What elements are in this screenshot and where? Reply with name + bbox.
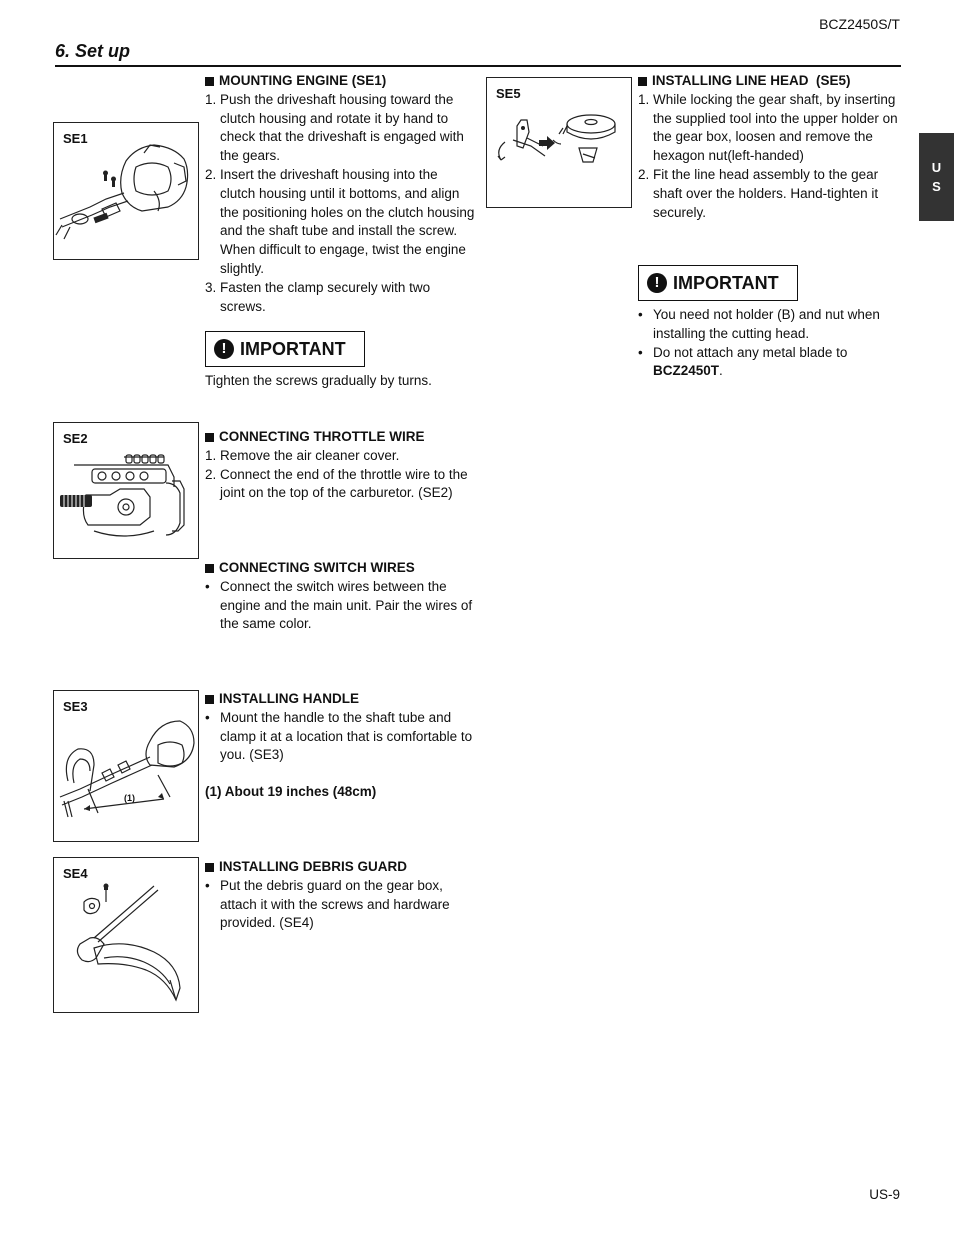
figure-se3 <box>53 690 199 842</box>
figure-label: SE5 <box>496 86 521 101</box>
square-bullet-icon <box>205 564 214 573</box>
list-item <box>205 466 475 504</box>
step-text: While locking the gear shaft, by inserting the supplied tool into the upper holder on the gear box, loosen and remove the hexagon nut(left-handed) <box>653 91 898 164</box>
section-heading <box>205 858 475 877</box>
square-bullet-icon <box>205 433 214 442</box>
step-text: Insert the driveshaft housing into the clutch housing until it bottoms, and align the positioning holes on the clutch housing and the shaft tube and install the screw. When difficult to engage, twist the engine slightly. <box>220 166 475 276</box>
language-tab <box>919 133 954 221</box>
figure-label: SE1 <box>63 131 88 146</box>
important-box <box>638 265 798 301</box>
figure-label: SE2 <box>63 431 88 446</box>
list-item <box>205 166 475 279</box>
list-item <box>638 306 900 344</box>
important-label: IMPORTANT <box>240 338 346 359</box>
language-tab-letter: U <box>931 160 942 175</box>
figure-label: SE3 <box>63 699 88 714</box>
item-text: Connect the switch wires between the engine and the main unit. Pair the wires of the same color. <box>220 578 473 632</box>
throttle-wire-section <box>205 428 475 503</box>
callout-label: (1) <box>124 793 135 803</box>
figure-label: SE4 <box>63 866 88 881</box>
handle-section <box>205 690 475 765</box>
heading-text: INSTALLING LINE HEAD (SE5) <box>652 73 851 88</box>
list-item <box>205 877 475 933</box>
square-bullet-icon <box>205 695 214 704</box>
figure-se2 <box>53 422 199 559</box>
item-text: Mount the handle to the shaft tube and clamp it at a location that is comfortable to you. (SE3) <box>220 709 473 763</box>
list-item <box>205 91 475 166</box>
square-bullet-icon <box>205 863 214 872</box>
figure-se1 <box>53 122 199 260</box>
note-text: Do not attach any metal blade to <box>653 344 848 360</box>
note-text: You need not holder (B) and nut when installing the cutting head. <box>653 307 880 341</box>
section-heading <box>205 428 475 447</box>
bullet: • <box>205 578 210 594</box>
list-item <box>638 166 898 222</box>
figure-se4 <box>53 857 199 1013</box>
bullet: • <box>205 877 210 893</box>
line-head-notes <box>638 306 900 381</box>
step-text: Remove the air cleaner cover. <box>220 447 400 463</box>
bullet: • <box>205 709 210 725</box>
step-number: 1. <box>205 91 217 107</box>
step-text: Fit the line head assembly to the gear shaft over the holders. Hand-tighten it securely. <box>653 166 879 220</box>
list-item <box>638 344 900 382</box>
step-number: 1. <box>638 91 650 107</box>
step-text: Push the driveshaft housing toward the clutch housing and rotate it by hand to check that the driveshaft is engaged with the gears. <box>220 91 464 164</box>
line-head-section <box>638 72 898 222</box>
figure-se5 <box>486 77 632 208</box>
debris-guard-section <box>205 858 475 933</box>
section-title: 6. Set up <box>55 41 131 61</box>
section-heading <box>205 690 475 709</box>
list-item <box>205 279 475 317</box>
list-item <box>205 447 475 466</box>
exclamation-icon: ! <box>647 273 667 293</box>
exclamation-icon: ! <box>214 339 234 359</box>
step-number: 2. <box>638 166 650 182</box>
language-tab-letter: S <box>932 179 941 194</box>
header-rule <box>55 65 901 67</box>
model-emphasis: BCZ2450T <box>653 363 720 379</box>
heading-text: INSTALLING HANDLE <box>219 691 359 706</box>
mounting-engine-section <box>205 72 475 316</box>
model-number: BCZ2450S/T <box>819 16 900 32</box>
section-heading <box>205 72 475 91</box>
list-item <box>205 578 475 634</box>
heading-text: CONNECTING THROTTLE WIRE <box>219 429 425 444</box>
important-label: IMPORTANT <box>673 272 779 293</box>
step-number: 3. <box>205 279 217 295</box>
debris-guard-illustration <box>54 858 200 1014</box>
section-heading <box>205 559 475 578</box>
heading-text: CONNECTING SWITCH WIRES <box>219 560 415 575</box>
bullet: • <box>638 307 643 322</box>
square-bullet-icon <box>638 77 647 86</box>
heading-text: INSTALLING DEBRIS GUARD <box>219 859 407 874</box>
handle-note: (1) About 19 inches (48cm) <box>205 784 377 799</box>
step-number: 2. <box>205 466 217 482</box>
arrow-icon <box>539 136 555 150</box>
step-text: Fasten the clamp securely with two screws. <box>220 279 431 314</box>
note-text: . <box>719 363 723 379</box>
switch-wires-section <box>205 559 475 634</box>
important-box <box>205 331 365 367</box>
step-number: 1. <box>205 447 217 463</box>
list-item <box>205 709 475 765</box>
item-text: Put the debris guard on the gear box, attach it with the screws and hardware provided. (SE4) <box>220 877 450 931</box>
section-heading <box>638 72 898 91</box>
square-bullet-icon <box>205 77 214 86</box>
bullet: • <box>638 344 643 360</box>
page-number: US-9 <box>869 1187 900 1202</box>
heading-text: MOUNTING ENGINE (SE1) <box>219 73 387 88</box>
important-note: Tighten the screws gradually by turns. <box>205 373 432 388</box>
step-number: 2. <box>205 166 217 182</box>
step-text: Connect the end of the throttle wire to the joint on the top of the carburetor. (SE2) <box>220 466 468 501</box>
list-item <box>638 91 898 166</box>
